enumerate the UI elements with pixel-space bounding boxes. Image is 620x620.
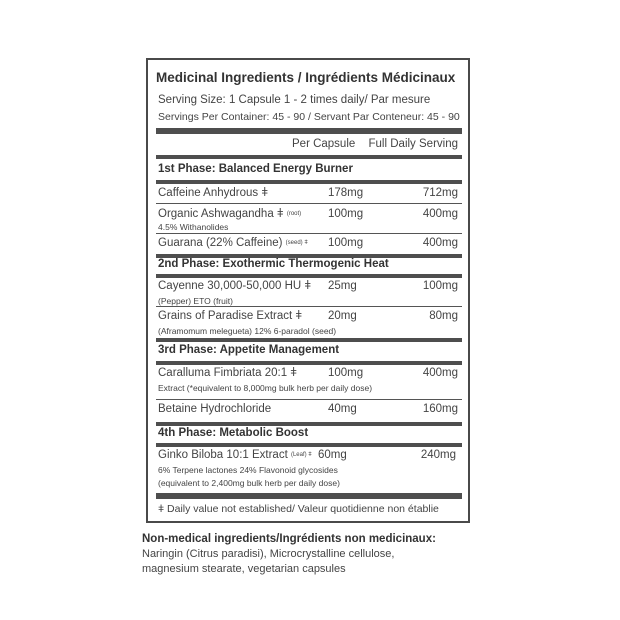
non-medicinal-line: magnesium stearate, vegetarian capsules — [142, 563, 346, 575]
full-daily-value: 400mg — [422, 237, 458, 249]
divider-bar — [156, 422, 462, 426]
ingredient-name: Guarana (22% Caffeine) (seed) ǂ — [158, 237, 308, 249]
divider-bar — [156, 128, 462, 134]
non-medicinal-title: Non-medical ingredients/Ingrédients non medicinaux: — [142, 533, 436, 545]
divider-bar — [156, 180, 462, 184]
phase-title: 2nd Phase: Exothermic Thermogenic Heat — [158, 258, 389, 270]
ingredient-name: Organic Ashwagandha ǂ (root) — [158, 208, 302, 220]
ingredient-detail: (equivalent to 2,400mg bulk herb per daily dose) — [158, 478, 340, 488]
ingredient-detail: Extract (*equivalent to 8,000mg bulk herb per daily dose) — [158, 383, 373, 393]
row-divider — [156, 306, 462, 307]
panel-title: Medicinal Ingredients / Ingrédients Médicinaux — [156, 70, 456, 85]
serving-size: Serving Size: 1 Capsule 1 - 2 times daily/ Par mesure — [158, 94, 431, 106]
per-capsule-value: 100mg — [328, 367, 364, 379]
servings-per-container: Servings Per Container: 45 - 90 / Servant Par Conteneur: 45 - 90 — [158, 111, 460, 123]
ingredient-name: Ginko Biloba 10:1 Extract (Leaf) ǂ — [158, 449, 312, 461]
ingredient-detail: (Aframomum melegueta) 12% 6-paradol (seed) — [158, 326, 337, 336]
ingredient-detail: 4.5% Withanolides — [158, 222, 229, 232]
divider-bar — [156, 338, 462, 342]
column-header-per-capsule: Per Capsule — [292, 138, 356, 150]
ingredient-name: Caffeine Anhydrous ǂ — [158, 187, 269, 199]
row-divider — [156, 203, 462, 204]
full-daily-value: 100mg — [422, 280, 458, 292]
non-medicinal-line: Naringin (Citrus paradisi), Microcrystalline cellulose, — [142, 548, 395, 560]
full-daily-value: 400mg — [422, 367, 458, 379]
non-medicinal-ingredients — [142, 533, 482, 577]
ingredient-name: Caralluma Fimbriata 20:1 ǂ — [158, 367, 298, 379]
per-capsule-value: 100mg — [328, 208, 364, 220]
column-header-full-daily: Full Daily Serving — [368, 138, 458, 150]
divider-bar — [156, 443, 462, 447]
full-daily-value: 160mg — [422, 403, 458, 415]
divider-bar — [156, 155, 462, 159]
divider-bar — [156, 274, 462, 278]
row-divider — [156, 399, 462, 400]
phase-title: 1st Phase: Balanced Energy Burner — [158, 163, 353, 175]
per-capsule-value: 100mg — [328, 237, 364, 249]
ingredient-detail: (Pepper) ETO (fruit) — [158, 296, 233, 306]
ingredient-detail: 6% Terpene lactones 24% Flavonoid glycosides — [158, 465, 338, 475]
per-capsule-value: 25mg — [328, 280, 357, 292]
per-capsule-value: 178mg — [328, 187, 364, 199]
per-capsule-value: 20mg — [328, 310, 357, 322]
ingredient-name: Betaine Hydrochloride — [158, 403, 272, 415]
divider-bar — [156, 493, 462, 499]
phase-title: 3rd Phase: Appetite Management — [158, 344, 340, 356]
row-divider — [156, 233, 462, 234]
full-daily-value: 400mg — [422, 208, 458, 220]
footnote: ǂ Daily value not established/ Valeur quotidienne non établie — [158, 503, 439, 515]
full-daily-value: 712mg — [422, 187, 458, 199]
ingredient-name: Grains of Paradise Extract ǂ — [158, 310, 303, 322]
ingredient-name: Cayenne 30,000-50,000 HU ǂ — [158, 280, 312, 292]
phase-title: 4th Phase: Metabolic Boost — [158, 427, 309, 439]
full-daily-value: 80mg — [429, 310, 458, 322]
per-capsule-value: 60mg — [318, 449, 347, 461]
divider-bar — [156, 361, 462, 365]
supplement-facts-panel — [146, 58, 470, 523]
full-daily-value: 240mg — [420, 449, 456, 461]
per-capsule-value: 40mg — [328, 403, 357, 415]
